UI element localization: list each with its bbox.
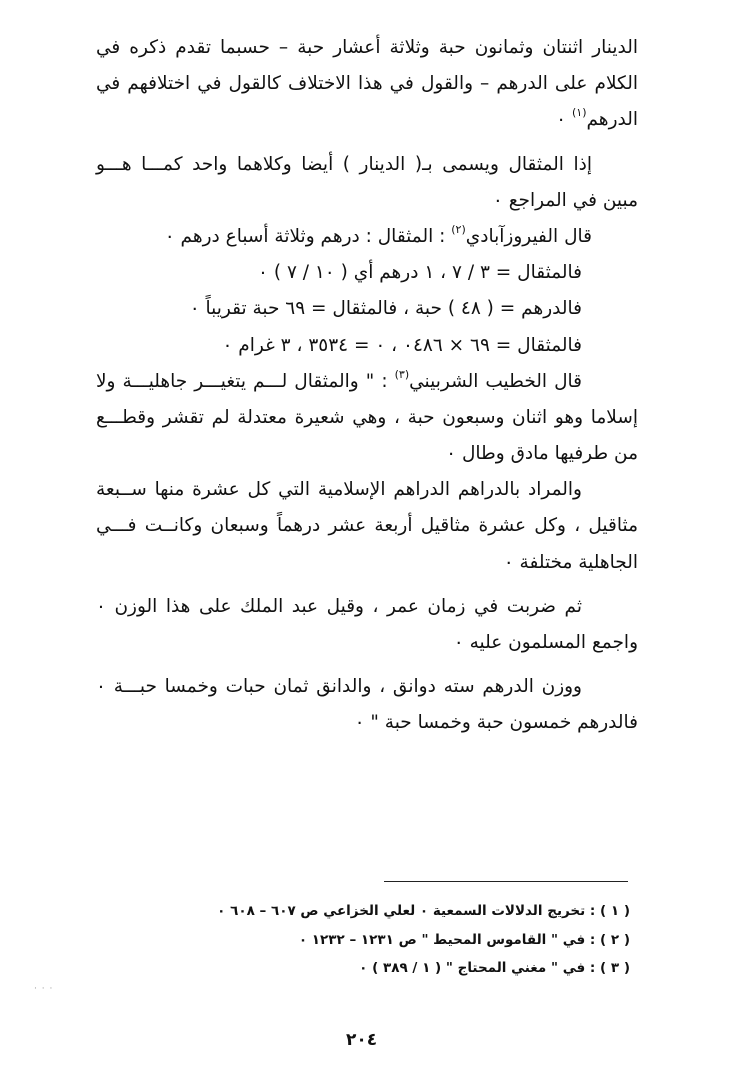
text-line: مثاقيل ، وكل عشرة مثاقيل أربعة عشر درهماً وسبعان وكانــت فـــي xyxy=(96,515,638,537)
text-line: واجمع المسلمون عليه ٠ xyxy=(453,632,638,653)
text-fragment: ٠ xyxy=(556,109,572,131)
text-line: والمراد بالدراهم الدراهم الإسلامية التي كل عشرة منها ســبعة xyxy=(96,479,582,501)
footnote-ref: (٢) xyxy=(451,222,466,236)
text-line: فالدرهم خمسون حبة وخمسا حبة " ٠ xyxy=(354,712,638,734)
text-line: فالمثقال = ٦٩ × ٠٤٨٦ ، ٠ = ٣٥٣٤ ، ٣ غرام ٠ xyxy=(222,334,582,356)
text-line: من طرفيها مادق وطال ٠ xyxy=(446,443,638,465)
footnote: ( ٣ ) : في " مغني المحتاج " ( ١ / ٣٨٩ ) ٠ xyxy=(359,960,630,976)
text-fragment: الدرهم xyxy=(586,109,638,131)
text-line xyxy=(96,102,638,138)
text-line: ثم ضربت في زمان عمر ، وقيل عبد الملك على هذا الوزن ٠ xyxy=(96,595,582,617)
footnotes xyxy=(200,897,630,983)
text-fragment: : المثقال : درهم وثلاثة أسباع درهم ٠ xyxy=(164,225,452,247)
text-line: إذا المثقال ويسمى بـ( الدينار ) أيضا وكلاهما واحد كمـــا هـــو xyxy=(96,153,592,175)
text-line: الجاهلية مختلفة ٠ xyxy=(503,551,638,573)
text-fragment: قال الخطيب الشربيني xyxy=(409,370,583,392)
main-text xyxy=(96,30,638,742)
text-line: الدينار اثنتان وثمانون حبة وثلاثة أعشار حبة – حسبما تقدم ذكره في xyxy=(96,37,638,58)
text-line: فالمثقال = ٣ / ٧ ، ١ درهم أي ( ١٠ / ٧ ) ٠ xyxy=(258,262,582,284)
text-fragment: : " والمثقال لـــم يتغيـــر جاهليـــة ولا xyxy=(96,370,395,392)
footnote-divider xyxy=(384,881,628,882)
text-line: إسلاما وهو اثنان وسبعون حبة ، وهي شعيرة معتدلة لم تقشر وقطـــع xyxy=(96,406,638,428)
text-fragment: قال الفيروزآبادي xyxy=(465,225,592,247)
footnote: ( ٢ ) : في " القاموس المحيط " ص ١٢٣١ – ١٢٣٢ ٠ xyxy=(298,931,630,948)
page-number: ٢٠٤ xyxy=(346,1030,378,1050)
text-line xyxy=(96,364,638,400)
text-line: فالدرهم = ( ٤٨ ) حبة ، فالمثقال = ٦٩ حبة تقريباً ٠ xyxy=(189,298,582,320)
footnote-ref: (٣) xyxy=(394,367,410,381)
text-line: مبين في المراجع ٠ xyxy=(492,189,638,211)
scan-speck: · · · xyxy=(34,984,54,994)
text-line xyxy=(96,219,638,255)
footnote-ref: (١) xyxy=(571,106,587,120)
text-line: ووزن الدرهم سته دوانق ، والدانق ثمان حبات وخمسا حبـــة ٠ xyxy=(96,676,582,698)
text-line: الكلام على الدرهم – والقول في هذا الاختلاف كالقول في اختلافهم في xyxy=(96,73,638,95)
footnote: ( ١ ) : تخريج الدلالات السمعية ٠ لعلي الخزاعي ص ٦٠٧ – ٦٠٨ ٠ xyxy=(217,903,630,919)
